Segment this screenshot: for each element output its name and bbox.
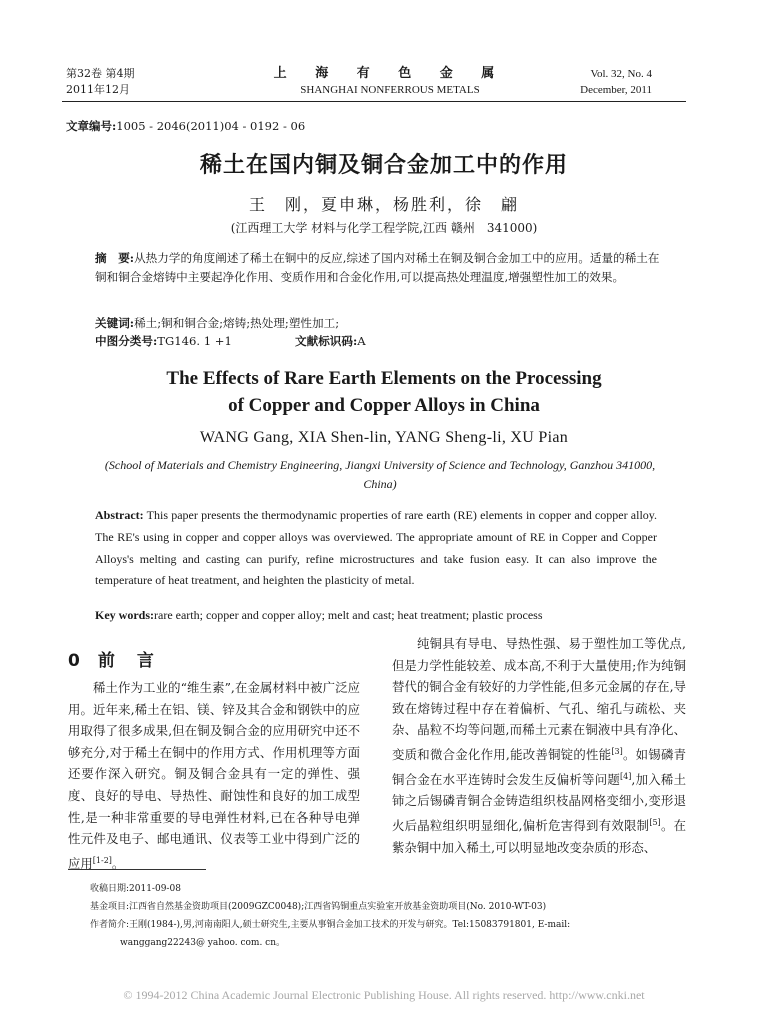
paragraph-text: 。如锡磷青铜合金在水平连铸时会发生反偏析等问题 (392, 747, 686, 787)
section-heading (68, 646, 176, 671)
authors-en: WANG Gang, XIA Shen-lin, YANG Sheng-li, XU Pian (199, 429, 569, 446)
header-rule (62, 101, 686, 102)
received-date: 收稿日期:2011-09-08 (90, 884, 181, 894)
body-column-right (392, 633, 686, 858)
citation: [4] (620, 771, 632, 781)
affiliation-cn: (江西理工大学 材料与化学工程学院,江西 赣州 341000) (230, 221, 538, 235)
keywords-en-text: rare earth; copper and copper alloy; melt and cast; heat treatment; plastic process (154, 608, 543, 622)
abstract-cn (95, 249, 665, 287)
fund-info: 基金项目:江西省自然基金资助项目(2009GZC0048);江西省钨铜重点实验室开放基金资助项目(No. 2010-WT-03) (90, 902, 547, 912)
classification-label: 中图分类号: (95, 334, 158, 348)
citation: [5] (649, 818, 661, 827)
footnote-rule (68, 869, 206, 870)
paragraph-text: 。在紫杂铜中加入稀土,可以明显地改变杂质的形态、 (392, 818, 686, 855)
title-en (0, 365, 768, 419)
keywords-cn (95, 314, 665, 333)
author-info: 作者简介:王刚(1984-),男,河南南阳人,硕士研究生,主要从事铜合金加工技术的开发与研究。Tel:15083791801, E-mail: (90, 920, 571, 930)
keywords-en-label: Key words: (95, 608, 154, 622)
document-code-value: A (357, 334, 366, 348)
article-number-label: 文章编号: (66, 119, 117, 133)
journal-name-cn: 上 海 有 色 金 属 (273, 66, 507, 81)
abstract-cn-text: 从热力学的角度阐述了稀土在铜中的反应,综述了国内对稀土在铜及铜合金加工中的应用。适量的稀土在铜和铜合金熔铸中主要起净化作用、变质作用和合金化作用,可以提高热处理温度,增强塑性加工的效果。 (95, 251, 660, 284)
author-email: wanggang22243@ yahoo. com. cn。 (120, 938, 286, 948)
body-column-left (68, 677, 360, 874)
volume-issue-en: Vol. 32, No. 4 (590, 68, 652, 80)
classification-value: TG146. 1 +1 (157, 334, 232, 348)
paragraph (68, 677, 360, 874)
issue-date-en: December, 2011 (580, 84, 652, 96)
journal-name (260, 66, 520, 98)
section-number: 0 (68, 651, 80, 671)
document-code-label: 文献标识码: (295, 334, 358, 348)
paragraph-text: 稀土作为工业的“维生素”,在金属材料中被广泛应用。近年来,稀土在铝、镁、锌及其合金和钢铁中的应用取得了很多成果,但在铜及铜合金的应用研究中还不够充分,对于稀土在铜中的作用方式、作用机理等方面还要作深入研究。铜及铜合金具有一定的弹性、强度、良好的导电、导热性、耐蚀性和良好的加工成型性,是一种非常重要的导电弹性材料,已在各种导电弹性元件及电子、邮电通讯、仪表等工业中得到广泛的应用 (68, 680, 360, 871)
issue-date: 2011年12月 (66, 83, 130, 96)
issue-info-en (580, 66, 652, 98)
abstract-en-text: This paper presents the thermodynamic properties of rare earth (RE) elements in copper and copper alloy. The RE's using in copper and copper alloys was overviewed. The appropriate amount of RE in Copper and Copper Alloys's melting and casting can purify, refine microstructures and take fusion easy. It can also improve the temperature of heat treatment, and heighten the plasticity of metal. (95, 508, 657, 588)
keywords-cn-label: 关键词: (95, 316, 135, 330)
title-en-line1: The Effects of Rare Earth Elements on the Processing (166, 368, 602, 389)
journal-name-en: SHANGHAI NONFERROUS METALS (300, 84, 480, 96)
keywords-cn-text: 稀土;铜和铜合金;熔铸;热处理;塑性加工; (134, 316, 340, 330)
classification (95, 332, 665, 351)
paragraph-text: 纯铜具有导电、导热性强、易于塑性加工等优点,但是力学性能较差、成本高,不利于大量使用;作为纯铜替代的铜合金有较好的力学性能,但多元金属的存在,导致在熔铸过程中存在着偏析、气孔、缩孔与疏松、夹杂、晶粒不均等问题,而稀土元素在铜液中具有净化、变质和微合金化作用,能改善铜锭的性能 (392, 636, 686, 763)
paragraph-end: 。 (111, 855, 125, 871)
paragraph-text: ,加入稀土铈之后锡磷青铜合金铸造组织枝晶网格变细小,变形退火后晶粒组织明显细化,偏析危害得到有效限制 (392, 771, 686, 834)
citation: [3] (611, 746, 623, 756)
volume-issue: 第32卷 第4期 (66, 67, 135, 80)
abstract-en-label: Abstract: (95, 508, 144, 522)
footnotes (90, 880, 686, 952)
document-code (295, 332, 366, 351)
abstract-en (95, 505, 657, 592)
copyright-notice: © 1994-2012 China Academic Journal Electronic Publishing House. All rights reserved. http://www.cnki.net (123, 988, 645, 1002)
article-number (66, 118, 305, 134)
citation: [1-2] (92, 855, 112, 865)
article-number-value: 1005 - 2046(2011)04 - 0192 - 06 (116, 119, 306, 133)
section-title: 前言 (97, 651, 176, 671)
title-en-line2: of Copper and Copper Alloys in China (228, 395, 540, 416)
title-cn: 稀土在国内铜及铜合金加工中的作用 (199, 152, 568, 178)
keywords-en (95, 605, 657, 625)
affiliation-en: (School of Materials and Chemistry Engineering, Jiangxi University of Science and Technology, Ganzhou 341000, China) (104, 458, 656, 491)
authors-cn: 王 刚，夏申琳，杨胜利，徐 翩 (248, 195, 519, 214)
paragraph (392, 633, 686, 858)
issue-info (66, 66, 135, 98)
abstract-cn-label: 摘 要: (95, 251, 135, 265)
